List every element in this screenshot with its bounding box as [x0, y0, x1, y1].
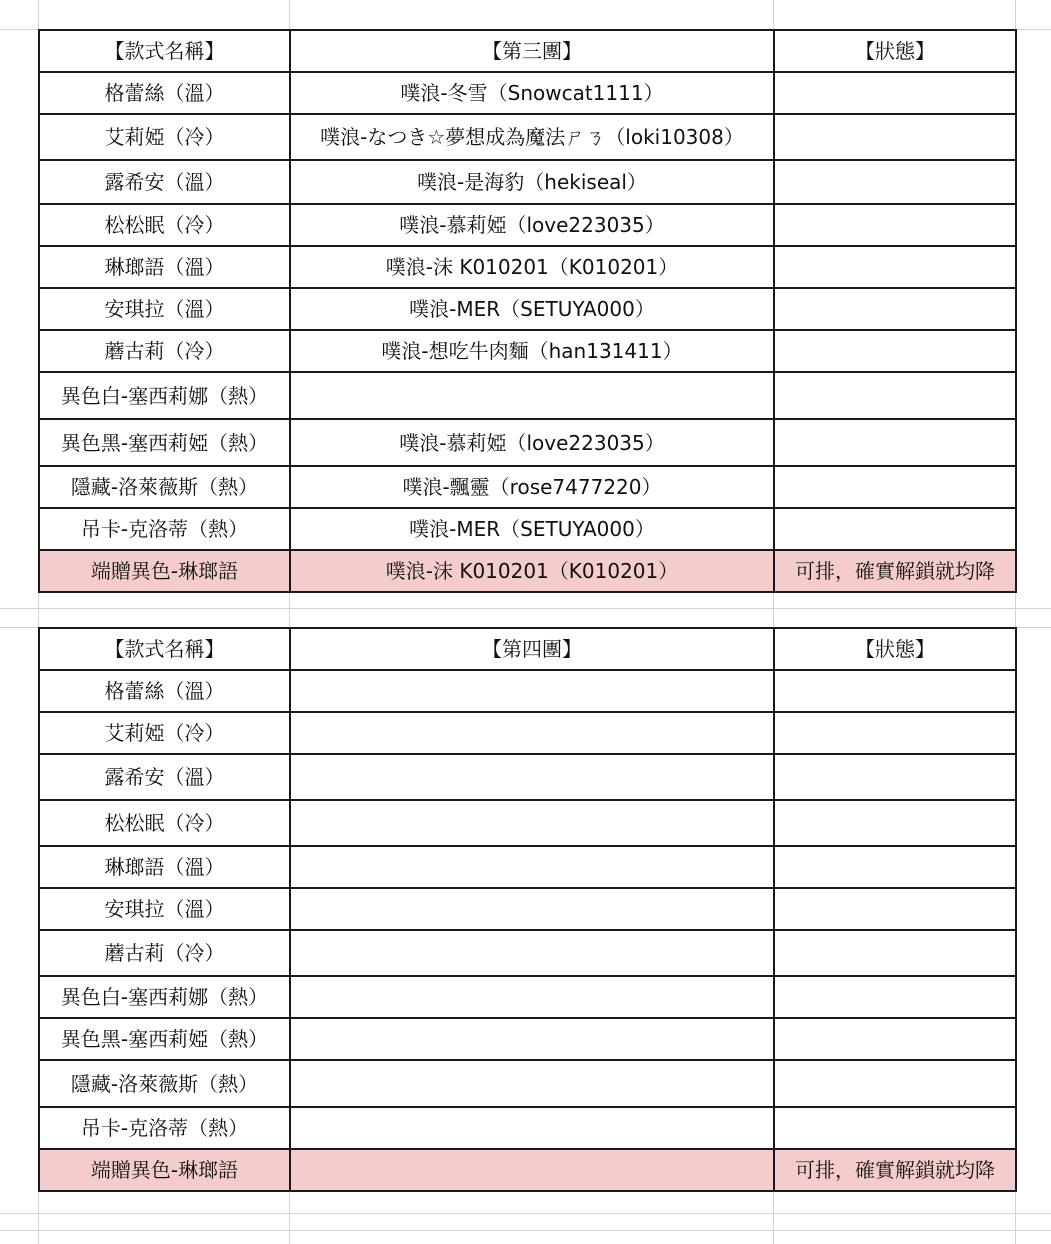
style-cell[interactable]: 安琪拉（溫）: [39, 288, 290, 330]
header-group[interactable]: 【第三團】: [290, 30, 774, 72]
table-row: [39, 888, 1016, 930]
status-cell[interactable]: [774, 419, 1016, 466]
table-row: [39, 72, 1016, 114]
table-row: [39, 288, 1016, 330]
status-cell[interactable]: [774, 1060, 1016, 1107]
header-style-name[interactable]: 【款式名稱】: [39, 628, 290, 670]
status-cell[interactable]: [774, 372, 1016, 419]
member-cell[interactable]: 噗浪-飄靈（rose7477220）: [290, 466, 774, 508]
status-cell[interactable]: [774, 508, 1016, 550]
status-cell[interactable]: [774, 800, 1016, 846]
member-cell[interactable]: [290, 1018, 774, 1060]
table-row: [39, 114, 1016, 160]
table-row: [39, 800, 1016, 846]
status-cell[interactable]: [774, 330, 1016, 372]
status-cell[interactable]: [774, 930, 1016, 976]
style-cell[interactable]: 異色白-塞西莉娜（熱）: [39, 372, 290, 419]
status-cell[interactable]: [774, 160, 1016, 204]
group-4-table: [38, 627, 1017, 1192]
member-cell[interactable]: 噗浪-冬雪（Snowcat1111）: [290, 72, 774, 114]
member-cell[interactable]: 噗浪-慕莉婭（love223035）: [290, 204, 774, 246]
table-row: [39, 846, 1016, 888]
member-cell[interactable]: [290, 754, 774, 800]
status-cell[interactable]: [774, 1018, 1016, 1060]
status-cell[interactable]: [774, 888, 1016, 930]
style-cell[interactable]: 安琪拉（溫）: [39, 888, 290, 930]
gridline: [0, 1213, 1051, 1214]
member-cell[interactable]: [290, 1060, 774, 1107]
style-cell[interactable]: 異色黑-塞西莉婭（熱）: [39, 1018, 290, 1060]
header-status[interactable]: 【狀態】: [774, 30, 1016, 72]
highlighted-row: [39, 550, 1016, 592]
style-cell[interactable]: 隱藏-洛萊薇斯（熱）: [39, 466, 290, 508]
member-cell[interactable]: [290, 930, 774, 976]
style-cell[interactable]: 端贈異色-琳瑯語: [39, 1149, 290, 1191]
table-row: [39, 1107, 1016, 1149]
header-row: [39, 30, 1016, 72]
status-cell[interactable]: [774, 712, 1016, 754]
style-cell[interactable]: 琳瑯語（溫）: [39, 246, 290, 288]
status-cell[interactable]: [774, 72, 1016, 114]
table-row: [39, 670, 1016, 712]
member-cell[interactable]: 噗浪-想吃牛肉麵（han131411）: [290, 330, 774, 372]
header-row: [39, 628, 1016, 670]
member-cell[interactable]: [290, 846, 774, 888]
header-group[interactable]: 【第四團】: [290, 628, 774, 670]
highlighted-row: [39, 1149, 1016, 1191]
status-cell[interactable]: [774, 246, 1016, 288]
style-cell[interactable]: 格蕾絲（溫）: [39, 670, 290, 712]
table-row: [39, 204, 1016, 246]
status-cell[interactable]: [774, 976, 1016, 1018]
member-cell[interactable]: [290, 670, 774, 712]
member-cell[interactable]: 噗浪-MER（SETUYA000）: [290, 288, 774, 330]
style-cell[interactable]: 異色白-塞西莉娜（熱）: [39, 976, 290, 1018]
style-cell[interactable]: 蘑古莉（冷）: [39, 930, 290, 976]
style-cell[interactable]: 露希安（溫）: [39, 160, 290, 204]
status-cell[interactable]: [774, 846, 1016, 888]
status-cell[interactable]: [774, 754, 1016, 800]
style-cell[interactable]: 格蕾絲（溫）: [39, 72, 290, 114]
status-cell[interactable]: 可排，確實解鎖就均降: [774, 550, 1016, 592]
style-cell[interactable]: 端贈異色-琳瑯語: [39, 550, 290, 592]
gridline: [0, 608, 1051, 609]
table-row: [39, 419, 1016, 466]
style-cell[interactable]: 琳瑯語（溫）: [39, 846, 290, 888]
member-cell[interactable]: 噗浪-是海豹（hekiseal）: [290, 160, 774, 204]
member-cell[interactable]: [290, 1107, 774, 1149]
member-cell[interactable]: [290, 712, 774, 754]
member-cell[interactable]: [290, 372, 774, 419]
status-cell[interactable]: [774, 466, 1016, 508]
style-cell[interactable]: 松松眠（冷）: [39, 800, 290, 846]
style-cell[interactable]: 隱藏-洛萊薇斯（熱）: [39, 1060, 290, 1107]
style-cell[interactable]: 異色黑-塞西莉婭（熱）: [39, 419, 290, 466]
status-cell[interactable]: [774, 114, 1016, 160]
style-cell[interactable]: 蘑古莉（冷）: [39, 330, 290, 372]
status-cell[interactable]: [774, 1107, 1016, 1149]
table-row: [39, 712, 1016, 754]
table-row: [39, 372, 1016, 419]
status-cell[interactable]: 可排，確實解鎖就均降: [774, 1149, 1016, 1191]
member-cell[interactable]: [290, 888, 774, 930]
table-row: [39, 246, 1016, 288]
table-row: [39, 330, 1016, 372]
style-cell[interactable]: 露希安（溫）: [39, 754, 290, 800]
table-row: [39, 1060, 1016, 1107]
header-status[interactable]: 【狀態】: [774, 628, 1016, 670]
table-row: [39, 466, 1016, 508]
style-cell[interactable]: 吊卡-克洛蒂（熱）: [39, 508, 290, 550]
header-style-name[interactable]: 【款式名稱】: [39, 30, 290, 72]
member-cell[interactable]: [290, 800, 774, 846]
table-row: [39, 976, 1016, 1018]
member-cell[interactable]: 噗浪-慕莉婭（love223035）: [290, 419, 774, 466]
table-row: [39, 160, 1016, 204]
member-cell[interactable]: 噗浪-なつき☆夢想成為魔法ㄕㄋ（loki10308）: [290, 114, 774, 160]
style-cell[interactable]: 松松眠（冷）: [39, 204, 290, 246]
status-cell[interactable]: [774, 670, 1016, 712]
table-row: [39, 754, 1016, 800]
style-cell[interactable]: 艾莉婭（冷）: [39, 114, 290, 160]
member-cell[interactable]: 噗浪-沫 K010201（K010201）: [290, 246, 774, 288]
table-row: [39, 1018, 1016, 1060]
style-cell[interactable]: 艾莉婭（冷）: [39, 712, 290, 754]
member-cell[interactable]: [290, 976, 774, 1018]
status-cell[interactable]: [774, 288, 1016, 330]
style-cell[interactable]: 吊卡-克洛蒂（熱）: [39, 1107, 290, 1149]
status-cell[interactable]: [774, 204, 1016, 246]
group-3-table: [38, 29, 1017, 593]
member-cell[interactable]: 噗浪-沫 K010201（K010201）: [290, 550, 774, 592]
table-row: [39, 930, 1016, 976]
table-row: [39, 508, 1016, 550]
member-cell[interactable]: 噗浪-MER（SETUYA000）: [290, 508, 774, 550]
member-cell[interactable]: [290, 1149, 774, 1191]
gridline: [0, 1230, 1051, 1231]
